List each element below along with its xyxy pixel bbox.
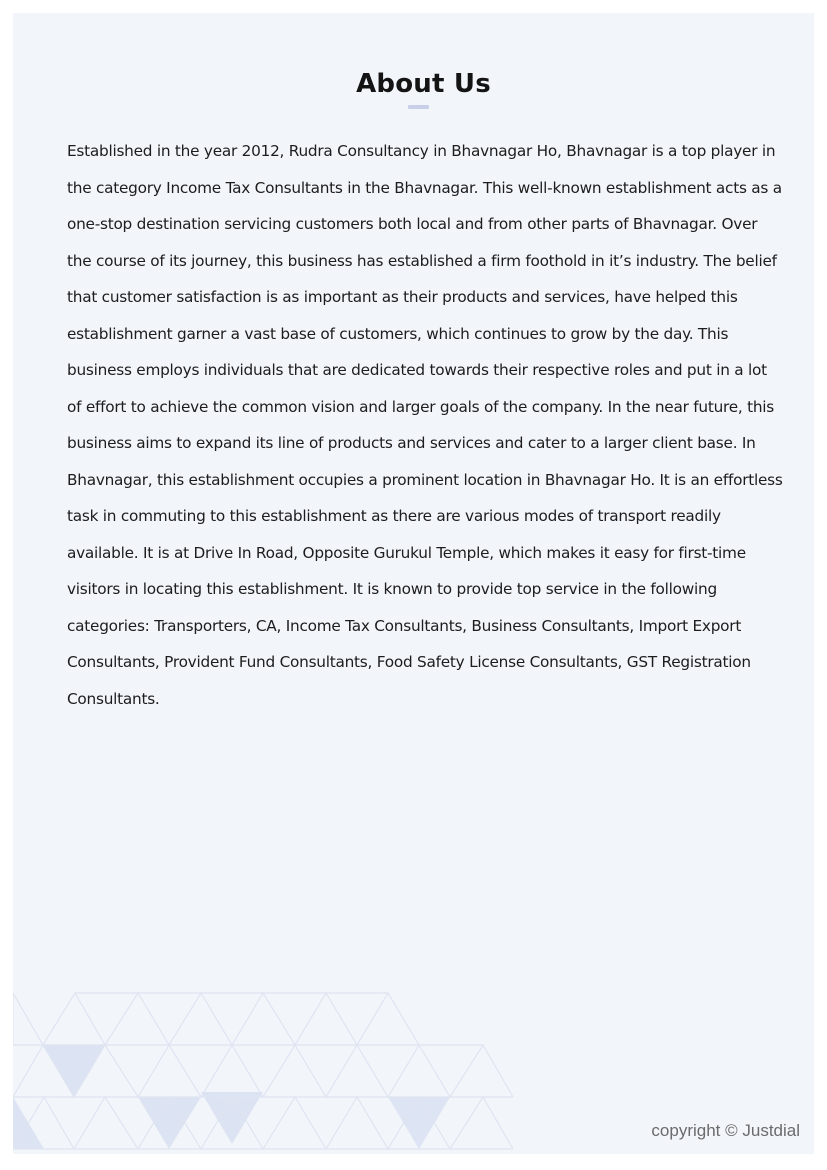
copyright-text: copyright © Justdial <box>651 1121 800 1140</box>
pattern-filled-triangle <box>43 1045 105 1097</box>
document-page <box>13 13 814 1154</box>
triangle-pattern-decoration <box>13 988 523 1154</box>
pattern-filled-triangle <box>138 1097 201 1149</box>
pattern-filled-triangle <box>201 1092 263 1144</box>
title-underline <box>408 105 429 109</box>
pattern-filled-triangle <box>388 1097 450 1149</box>
about-paragraph: Established in the year 2012, Rudra Consultancy in Bhavnagar Ho, Bhavnagar is a top player in the category Income Tax Consultants in the Bhavnagar. This well-known establishment acts as a one-stop destination servicing customers both local and from other parts of Bhavnagar. Over the course of its journey, this business has established a firm foothold in it’s industry. The belief that customer satisfaction is as important as their products and services, have helped this establishment garner a vast base of customers, which continues to grow by the day. This business employs individuals that are dedicated towards their respective roles and put in a lot of effort to achieve the common vision and larger goals of the company. In the near future, this business aims to expand its line of products and services and cater to a larger client base. In Bhavnagar, this establishment occupies a prominent location in Bhavnagar Ho. It is an effortless task in commuting to this establishment as there are various modes of transport readily available. It is at Drive In Road, Opposite Gurukul Temple, which makes it easy for first-time visitors in locating this establishment. It is known to provide top service in the following categories: Transporters, CA, Income Tax Consultants, Business Consultants, Import Export Consultants, Provident Fund Consultants, Food Safety License Consultants, GST Registration Consultants. <box>67 142 783 708</box>
page-title: About Us <box>356 69 491 99</box>
